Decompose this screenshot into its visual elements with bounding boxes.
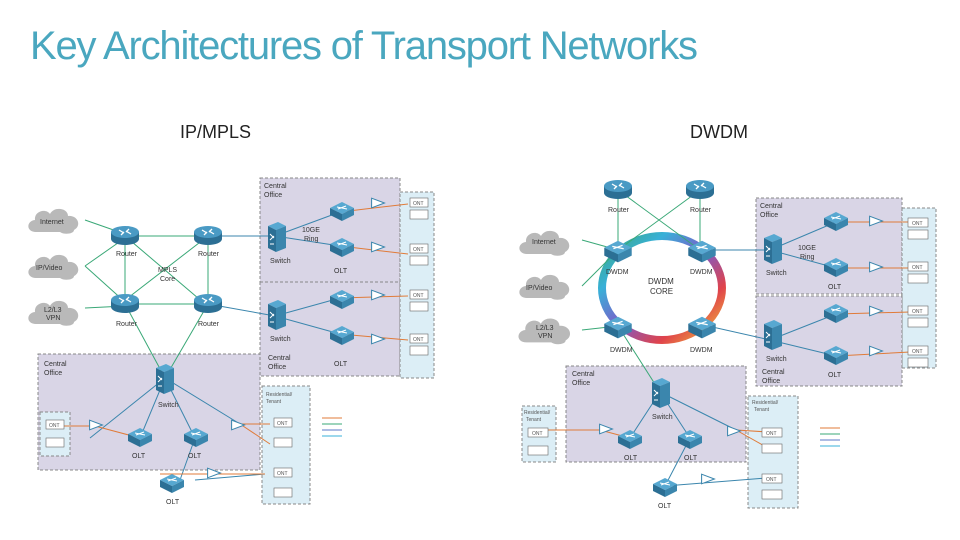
router-icon [604, 180, 632, 199]
internet-label: Internet [532, 239, 556, 246]
olt-label: OLT [828, 284, 842, 291]
switch-label: Switch [270, 336, 291, 343]
central-office-label: Central [572, 371, 595, 378]
switch-label: Switch [766, 270, 787, 277]
olt-label: OLT [828, 372, 842, 379]
dwdm-core-label: DWDM [648, 277, 674, 286]
olt-label: OLT [334, 268, 348, 275]
ont-label: ONT [413, 293, 424, 299]
olt-label: OLT [658, 503, 672, 510]
olt-label: OLT [684, 455, 698, 462]
router-icon [111, 226, 139, 245]
olt-label: OLT [166, 499, 180, 506]
router-icon [194, 226, 222, 245]
olt-label: OLT [188, 453, 202, 460]
ip-video-label: IP/Video [36, 265, 63, 272]
router-label: Router [116, 251, 138, 258]
ont-label: ONT [49, 423, 60, 429]
olt-label: OLT [132, 453, 146, 460]
central-office-label: Office [264, 192, 283, 199]
ont-label: ONT [766, 477, 777, 483]
dwdm-label: DWDM [606, 269, 629, 276]
vpn-label: L2/L3 [536, 325, 554, 332]
ont-label: ONT [532, 431, 543, 437]
central-office-label: Office [572, 380, 591, 387]
switch-icon [268, 222, 286, 252]
ip-video-label: IP/Video [526, 285, 553, 292]
mpls-core-label: Core [160, 276, 176, 283]
router-label: Router [116, 321, 138, 328]
residential-label: Residential/ [752, 400, 779, 406]
central-office-label: Office [268, 364, 287, 371]
switch-icon [764, 320, 782, 350]
mpls-core-label: MPLS [158, 267, 178, 274]
switch-label: Switch [158, 402, 179, 409]
central-office-box [38, 354, 260, 470]
central-office-label: Central [268, 355, 291, 362]
vpn-label: VPN [538, 333, 553, 340]
olt-icon [160, 474, 184, 493]
residential-label: Residential/ [266, 392, 293, 398]
ont-label: ONT [413, 201, 424, 207]
router-label: Router [690, 207, 712, 214]
olt-label: OLT [624, 455, 638, 462]
router-icon [686, 180, 714, 199]
ont-label: ONT [413, 337, 424, 343]
switch-icon [652, 378, 670, 408]
ring-label: Ring [304, 236, 319, 243]
ont-label: ONT [912, 349, 923, 355]
router-label: Router [198, 251, 220, 258]
ip-mpls-diagram [28, 178, 434, 506]
residential-label: Tenant [526, 417, 542, 423]
internet-label: Internet [40, 219, 64, 226]
switch-label: Switch [766, 356, 787, 363]
ont-label: ONT [912, 221, 923, 227]
switch-icon [156, 364, 174, 394]
ont-label: ONT [277, 421, 288, 427]
central-office-label: Office [762, 378, 781, 385]
residential-box [40, 412, 70, 456]
dwdm-label: DWDM [690, 269, 713, 276]
ont-label: ONT [277, 471, 288, 477]
ont-label: ONT [912, 265, 923, 271]
ont-label: ONT [912, 309, 923, 315]
central-office-label: Central [264, 183, 287, 190]
dwdm-diagram [519, 180, 936, 510]
vpn-label: VPN [46, 315, 61, 322]
vpn-label: L2/L3 [44, 307, 62, 314]
central-office-label: Office [760, 212, 779, 219]
dwdm-label: DWDM [690, 347, 713, 354]
ring-label: 10GE [302, 227, 320, 234]
residential-label: Tenant [266, 399, 282, 405]
central-office-label: Central [760, 203, 783, 210]
residential-label: Residential/ [524, 410, 551, 416]
ring-label: Ring [800, 254, 815, 261]
router-icon [194, 294, 222, 313]
switch-icon [268, 300, 286, 330]
residential-label: Tenant [754, 407, 770, 413]
ip-mpls-subtitle: IP/MPLS [180, 122, 252, 142]
router-label: Router [198, 321, 220, 328]
slide-title: Key Architectures of Transport Networks [30, 24, 697, 68]
router-label: Router [608, 207, 630, 214]
switch-label: Switch [270, 258, 291, 265]
switch-label: Switch [652, 414, 673, 421]
central-office-label: Central [762, 369, 785, 376]
dwdm-label: DWDM [610, 347, 633, 354]
ont-label: ONT [413, 247, 424, 253]
ring-label: 10GE [798, 245, 816, 252]
dwdm-core-label: CORE [650, 287, 674, 296]
central-office-label: Office [44, 370, 63, 377]
olt-icon [653, 478, 677, 497]
switch-icon [764, 234, 782, 264]
router-icon [111, 294, 139, 313]
ont-label: ONT [766, 431, 777, 437]
dwdm-subtitle: DWDM [690, 122, 748, 142]
olt-label: OLT [334, 361, 348, 368]
central-office-label: Central [44, 361, 67, 368]
